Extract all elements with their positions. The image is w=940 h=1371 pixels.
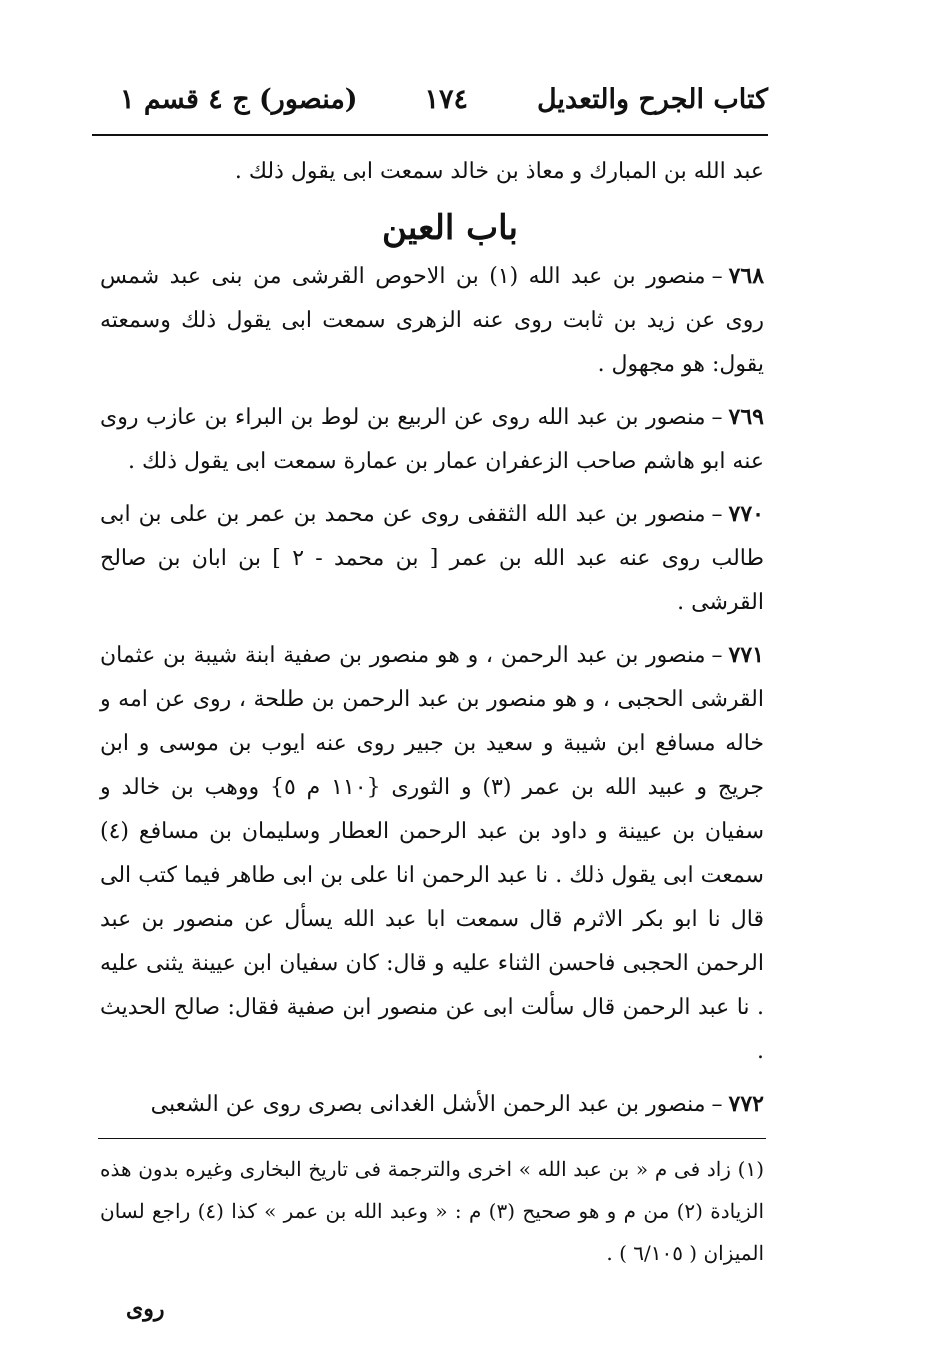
entry-dash: – [711,264,723,289]
catchword: روى [126,1296,165,1322]
entry-text: منصور بن عبد الرحمن ، و هو منصور بن صفية ابنة شيبة بن عثمان القرشى الحجبى ، و هو منصور بن عبد الرحمن بن طلحة ، روى عن امه و خاله مسافع ابن شيبة و سعيد بن جبير روى عنه ايوب بن موسى و ابن جريج و عبيد الله بن عمر (٣) و الثورى {١١٠ م ٥} ووهب بن خالد و سفيان بن عيينة و داود بن عبد الرحمن العطار وسليمان بن مسافع (٤) سمعت ابى يقول ذلك . نا عبد الرحمن انا على بن ابى طاهر فيما كتب الى قال نا ابو بكر الاثرم قال سمعت ابا عبد الله يسأل عن منصور بن عبد الرحمن الحجبى فاحسن الثناء عليه و قال: كان سفيان ابن عيينة يثنى عليه . نا عبد الرحمن قال سألت ابى عن منصور ابن صفية فقال: صالح الحديث . [100,643,764,1064]
entry-number: ٧٦٨ [728,263,765,289]
entry-number: ٧٧١ [728,642,764,668]
entry-text: منصور بن عبد الله (١) بن الاحوص القرشى من بنى عبد شمس روى عن زيد بن ثابت روى عنه الزهرى سمعت ابى يقول ذلك وسمعته يقول: هو مجهول . [100,264,764,377]
header-section-label: (منصور) ج ٤ قسم ١ [120,84,358,115]
entry-number: ٧٦٩ [728,404,764,430]
entry [100,633,764,1074]
entry-text: منصور بن عبد الله الثقفى روى عن محمد بن عمر بن على بن ابى طالب روى عنه عبد الله بن عمر [ بن محمد - ٢ ] بن ابان بن صالح القرشى . [100,502,765,615]
entry-dash: – [711,405,723,430]
intro-line: عبد الله بن المبارك و معاذ بن خالد سمعت ابى يقول ذلك . [234,159,764,184]
footnotes: (١) زاد فى م « بن عبد الله » اخرى والترجمة فى تاريخ البخارى وغيره بدون هذه الزيادة (٢) من م و هو صحيح (٣) م : « وعبد الله بن عمر » كذا (٤) راجع لسان الميزان ( ٦/١٠٥ ) . [100,1157,765,1265]
chapter-heading: باب العين [381,208,519,248]
entry-text: منصور بن عبد الله روى عن الربيع بن لوط بن البراء بن عازب روى عنه ابو هاشم صاحب الزعفران عمار بن عمارة سمعت ابى يقول ذلك . [100,405,764,474]
entry [100,395,764,484]
entry-dash: – [711,502,723,527]
header-page-number: ١٧٤ [424,84,468,115]
entry-number: ٧٧٠ [728,501,764,527]
entries-list [100,254,764,1135]
entry-dash: – [711,1092,723,1117]
header-book-title: كتاب الجرح والتعديل [536,84,768,115]
entry [100,254,764,387]
entry [100,492,764,625]
entry-dash: – [711,643,723,668]
entry-number: ٧٧٢ [728,1091,764,1117]
running-header [92,78,768,130]
footnote-rule [98,1138,766,1139]
entry [100,1082,764,1127]
header-rule [92,134,768,136]
entry-text: منصور بن عبد الرحمن الأشل الغدانى بصرى روى عن الشعبى [150,1092,706,1117]
